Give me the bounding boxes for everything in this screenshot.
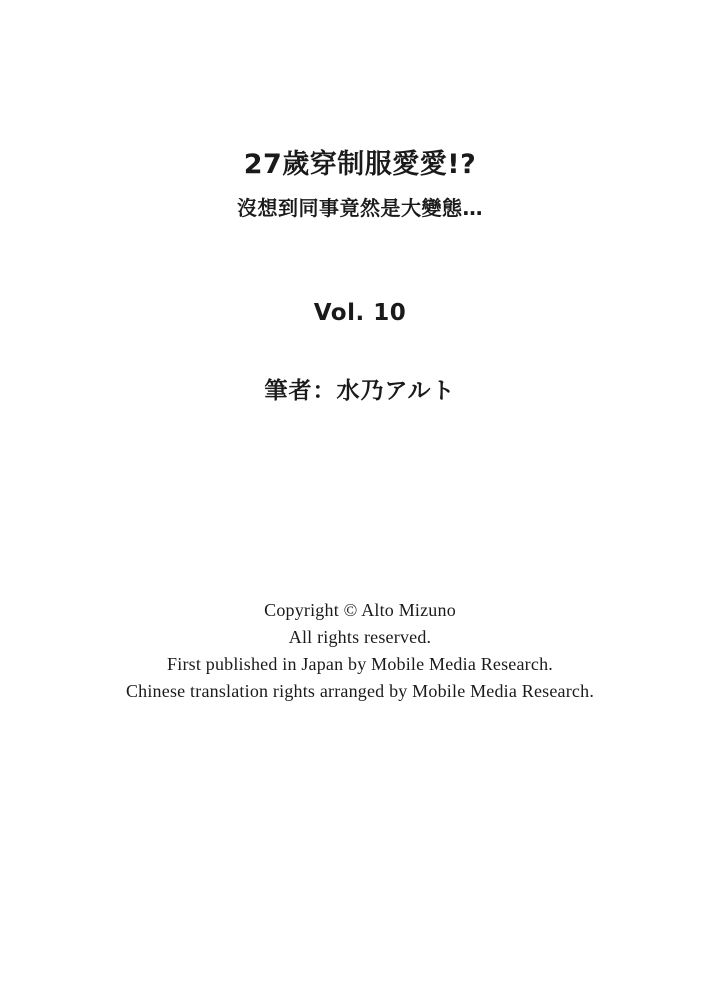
copyright-line: Copyright © Alto Mizuno bbox=[264, 600, 456, 620]
title-block bbox=[0, 148, 720, 221]
copyright-line: First published in Japan by Mobile Media Research. bbox=[167, 654, 553, 674]
copyright-block bbox=[0, 597, 720, 705]
copyright-line: All rights reserved. bbox=[288, 627, 432, 647]
series-subtitle: 沒想到同事竟然是大變態… bbox=[237, 195, 483, 220]
author-credit: 筆者：水乃アルト bbox=[264, 378, 456, 404]
volume-label: Vol. 10 bbox=[313, 300, 407, 326]
copyright-line: Chinese translation rights arranged by Mobile Media Research. bbox=[125, 681, 595, 701]
series-title: 27歲穿制服愛愛!? bbox=[243, 149, 477, 180]
